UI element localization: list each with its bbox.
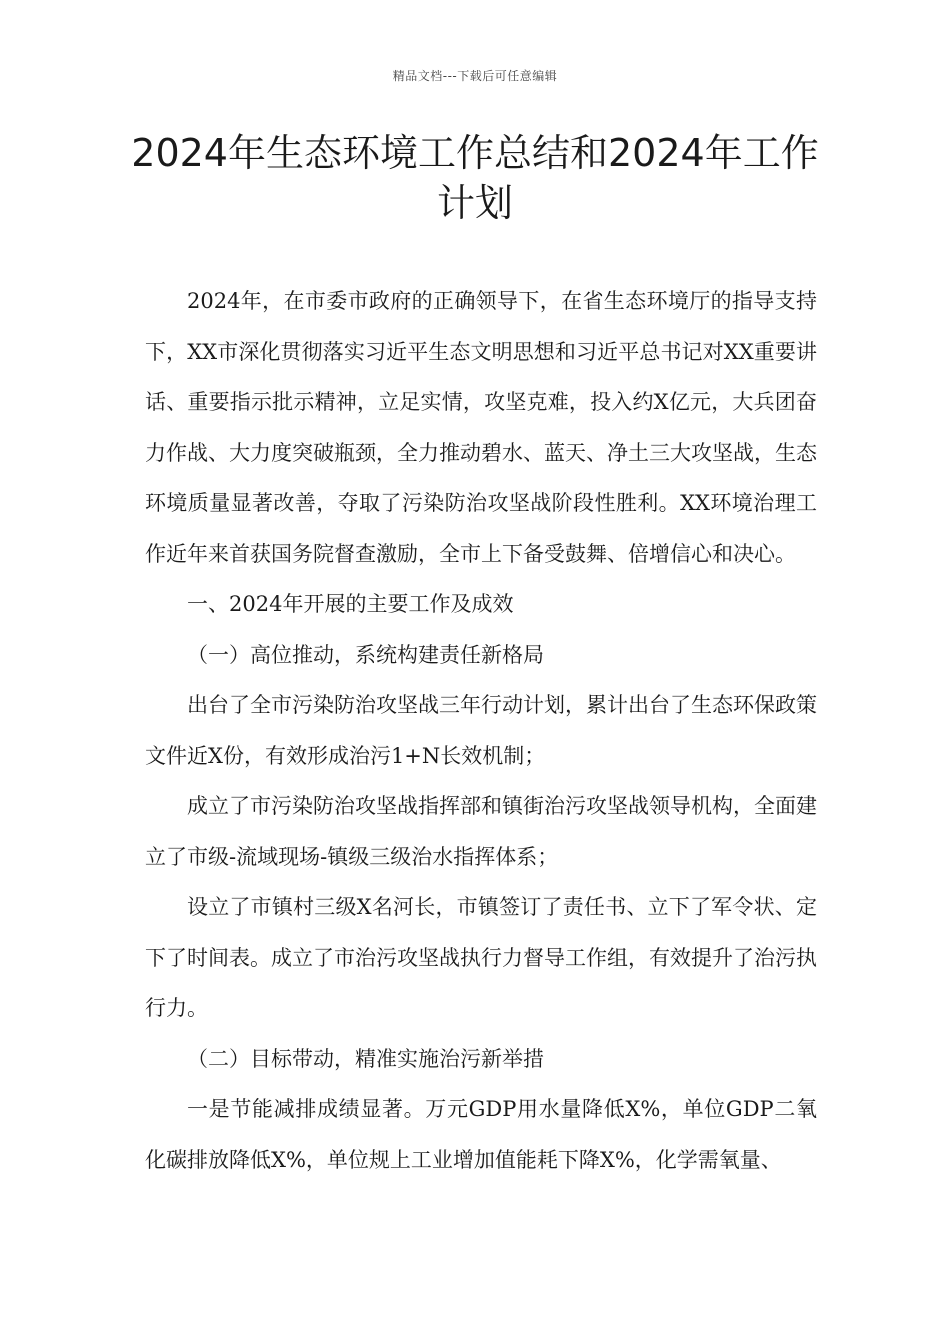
subsection-heading-1: （一）高位推动，系统构建责任新格局 <box>187 642 544 667</box>
header-note: 精品文档---下载后可任意编辑 <box>392 69 558 83</box>
document-body <box>145 276 817 1185</box>
section-heading-1: 一、2024年开展的主要工作及成效 <box>187 592 514 616</box>
subsection-heading-2: （二）目标带动，精准实施治污新举措 <box>187 1046 544 1071</box>
paragraph: 成立了市污染防治攻坚战指挥部和镇街治污攻坚战领导机构，全面建立了市级-流域现场-镇级三级治水指挥体系； <box>145 794 817 869</box>
paragraph-intro: 2024年，在市委市政府的正确领导下，在省生态环境厅的指导支持下，XX市深化贯彻落实习近平生态文明思想和习近平总书记对XX重要讲话、重要指示批示精神，立足实情，攻坚克难，投入约X亿元，大兵团奋力作战、大力度突破瓶颈，全力推动碧水、蓝天、净土三大攻坚战，生态环境质量显著改善，夺取了污染防治攻坚战阶段性胜利。XX环境治理工作近年来首获国务院督查激励，全市上下备受鼓舞、倍增信心和决心。 <box>145 289 817 566</box>
paragraph: 设立了市镇村三级X名河长，市镇签订了责任书、立下了军令状、定下了时间表。成立了市治污攻坚战执行力督导工作组，有效提升了治污执行力。 <box>145 895 817 1020</box>
document-title: 2024年生态环境工作总结和2024年工作计划 <box>131 131 819 225</box>
paragraph: 一是节能减排成绩显著。万元GDP用水量降低X%，单位GDP二氧化碳排放降低X%，单位规上工业增加值能耗下降X%，化学需氧量、 <box>145 1097 817 1172</box>
paragraph: 出台了全市污染防治攻坚战三年行动计划，累计出台了生态环保政策文件近X份，有效形成治污1+N长效机制； <box>145 693 817 768</box>
